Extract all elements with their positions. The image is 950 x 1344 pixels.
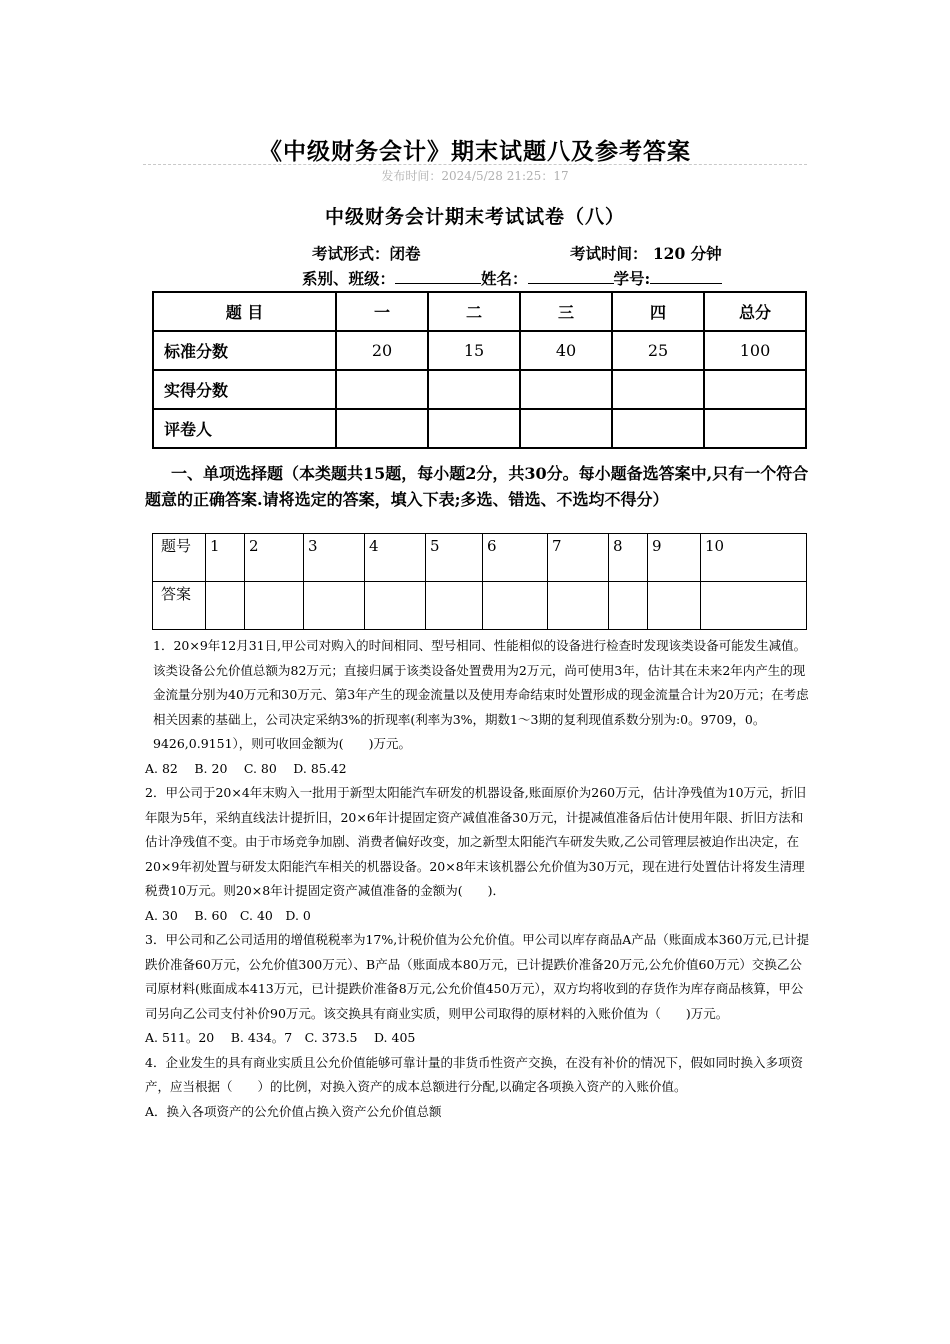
answer-number-cell: 6: [483, 534, 548, 582]
answer-cell[interactable]: [648, 582, 701, 630]
student-info-line: [302, 267, 722, 289]
answer-row-label: 答案: [153, 582, 206, 630]
publish-time: 发布时间：2024/5/28 21:25：17: [381, 169, 569, 183]
answer-number-cell: 3: [304, 534, 365, 582]
id-label: 学号:: [613, 269, 651, 288]
document-title: 《中级财务会计》期末试题八及参考答案: [259, 138, 691, 165]
answer-number-cell: 8: [609, 534, 648, 582]
question-4-text: 4．企业发生的具有商业实质且公允价值能够可靠计量的非货币性资产交换，在没有补价的情况下，假如同时换入多项资产，应当根据（ ）的比例，对换入资产的成本总额进行分配,以确定各项换入资产的入账价值。: [145, 1054, 803, 1094]
answer-table: [152, 533, 807, 630]
answer-number-row: [153, 534, 807, 582]
score-cell: 25: [612, 331, 704, 370]
score-cell[interactable]: [612, 409, 704, 448]
section-1-title: [145, 461, 810, 513]
question-3-options: A. 511。20 B. 434。7 C. 373.5 D. 405: [145, 1030, 416, 1045]
class-blank[interactable]: [395, 267, 481, 284]
question-2-options: A. 30 B. 60 C. 40 D. 0: [145, 907, 311, 923]
question-2-text: 2．甲公司于20×4年末购入一批用于新型太阳能汽车研发的机器设备,账面原价为260万元，估计净残值为10万元，折旧年限为5年，采纳直线法计提折旧，20×6年计提固定资产减值准备30万元，计提减值准备后估计使用年限、折旧方法和估计净残值不变。由于市场竞争加剧、消费者偏好改变，加之新型太阳能汽车研发失败,乙公司管理层被迫作出决定，在20×9年初处置与研发太阳能汽车相关的机器设备。20×8年末该机器公允价值为30万元，现在进行处置估计将发生清理税费10万元。则20×8年计提固定资产减值准备的金额为( )．: [145, 785, 807, 898]
score-table: [152, 291, 807, 449]
score-cell[interactable]: [612, 370, 704, 409]
score-header-row: [153, 292, 806, 331]
score-header-cell: 四: [612, 292, 704, 331]
answer-number-cell: 9: [648, 534, 701, 582]
score-header-cell: 一: [336, 292, 428, 331]
question-4-option-a: A．换入各项资产的公允价值占换入资产公允价值总额: [145, 1103, 442, 1119]
score-cell[interactable]: [520, 409, 612, 448]
answer-number-cell: 7: [548, 534, 609, 582]
question-1-text: 1．20×9年12月31日,甲公司对购入的时间相同、型号相同、性能相似的设备进行检查时发现该类设备可能发生减值。该类设备公允价值总额为82万元；直接归属于该类设备处置费用为2万元，尚可使用3年，估计其在未来2年内产生的现金流量分别为40万元和30万元、第3年产生的现金流量以及使用寿命结束时处置形成的现金流量合计为20万元；在考虑相关因素的基础上，公司决定采纳3%的折现率(利率为3%，期数1～3期的复利现值系数分别为:0。9709，0。9426,0.9151），则可收回金额为( )万元。: [153, 638, 809, 751]
answer-cell[interactable]: [701, 582, 807, 630]
answer-cell[interactable]: [548, 582, 609, 630]
answer-cell[interactable]: [426, 582, 483, 630]
score-row-label: 实得分数: [153, 370, 336, 409]
exam-time: 考试时间： 120 分钟: [570, 244, 722, 263]
score-cell: 20: [336, 331, 428, 370]
section-1-title-text: 一、单项选择题（本类题共15题，每小题2分，共30分。每小题备选答案中,只有一个符合题意的正确答案.请将选定的答案，填入下表;多选、错选、不选均不得分）: [145, 464, 809, 509]
exam-title: 中级财务会计期末考试试卷（八）: [324, 206, 625, 228]
score-cell: 15: [428, 331, 520, 370]
question-3-text: 3．甲公司和乙公司适用的增值税税率为17%,计税价值为公允价值。甲公司以库存商品A产品（账面成本360万元,已计提跌价准备60万元，公允价值300万元）、B产品（账面成本80万元，已计提跌价准备20万元,公允价值60万元）交换乙公司原材料(账面成本413万元，已计提跌价准备8万元,公允价值450万元），双方均将收到的存货作为库存商品核算，甲公司另向乙公司支付补价90万元。该交换具有商业实质，则甲公司取得的原材料的入账价值为（ )万元。: [145, 932, 810, 1021]
score-header-cell: 三: [520, 292, 612, 331]
score-cell[interactable]: [336, 370, 428, 409]
score-cell: 40: [520, 331, 612, 370]
class-label: 系别、班级：: [302, 269, 396, 288]
score-cell[interactable]: [704, 409, 806, 448]
name-blank[interactable]: [528, 267, 614, 284]
answer-number-cell: 2: [245, 534, 304, 582]
score-cell[interactable]: [428, 409, 520, 448]
answer-cell[interactable]: [609, 582, 648, 630]
score-cell[interactable]: [704, 370, 806, 409]
score-cell: 100: [704, 331, 806, 370]
score-cell[interactable]: [428, 370, 520, 409]
answer-row-label: 题号: [153, 534, 206, 582]
score-header-cell: 题 目: [153, 292, 336, 331]
answer-number-cell: 5: [426, 534, 483, 582]
id-blank[interactable]: [650, 267, 722, 284]
question-1-options: A. 82 B. 20 C. 80 D. 85.42: [145, 760, 347, 776]
dashed-divider: [143, 164, 807, 165]
exam-form: 考试形式：闭卷: [312, 244, 421, 263]
score-header-cell: 总分: [704, 292, 806, 331]
answer-cell[interactable]: [206, 582, 245, 630]
answer-cell[interactable]: [245, 582, 304, 630]
question-list: [145, 634, 810, 1124]
score-row-actual: [153, 370, 806, 409]
answer-number-cell: 10: [701, 534, 807, 582]
answer-number-cell: 1: [206, 534, 245, 582]
name-label: 姓名：: [481, 269, 528, 288]
answer-cell[interactable]: [483, 582, 548, 630]
score-row-label: 评卷人: [153, 409, 336, 448]
score-row-standard: [153, 331, 806, 370]
score-row-label: 标准分数: [153, 331, 336, 370]
answer-fill-row: [153, 582, 807, 630]
score-cell[interactable]: [520, 370, 612, 409]
answer-number-cell: 4: [365, 534, 426, 582]
answer-cell[interactable]: [304, 582, 365, 630]
answer-cell[interactable]: [365, 582, 426, 630]
score-header-cell: 二: [428, 292, 520, 331]
score-row-grader: [153, 409, 806, 448]
score-cell[interactable]: [336, 409, 428, 448]
